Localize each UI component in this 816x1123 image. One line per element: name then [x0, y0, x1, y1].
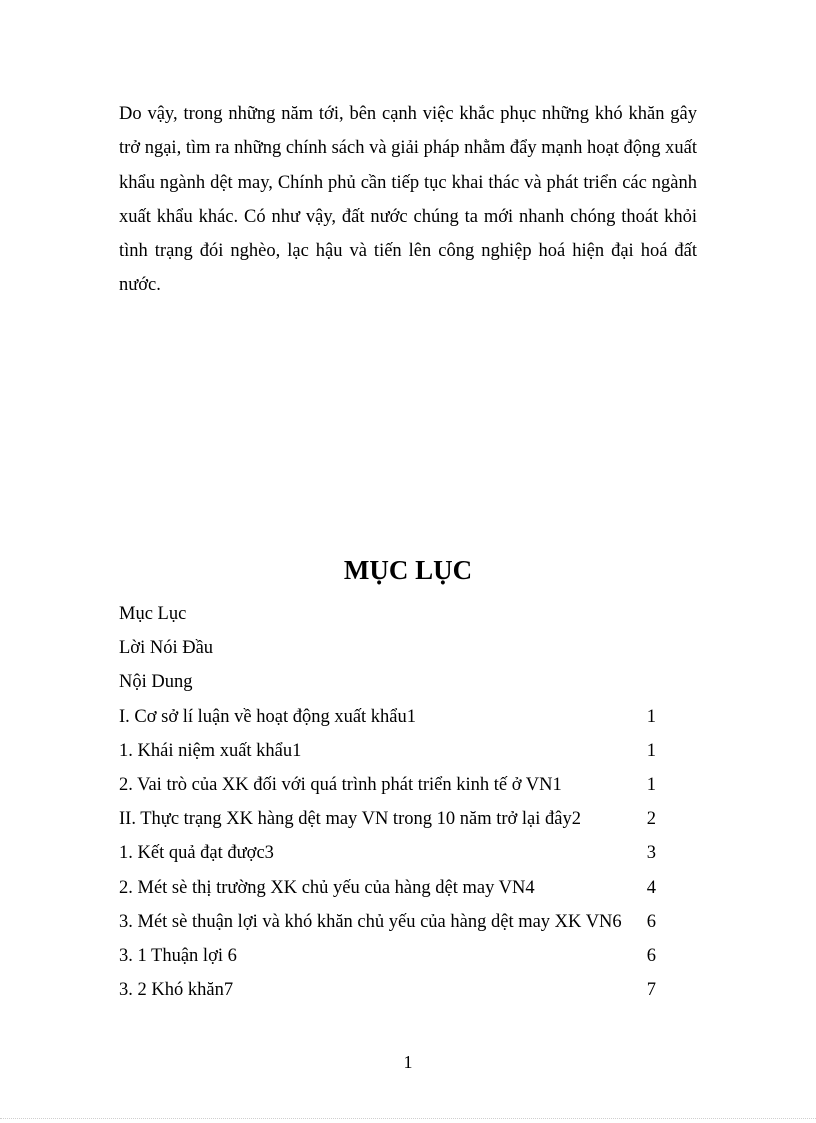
toc-item: [119, 802, 659, 836]
toc-item-text: 2. Mét sè thị trường XK chủ yếu của hàng dệt may VN4: [119, 877, 535, 898]
toc-item-text: 1. Kết quả đạt được3: [119, 843, 274, 864]
toc-item-text: 3. 1 Thuận lợi 6: [119, 945, 237, 966]
toc-item-page: 7: [646, 980, 656, 1001]
table-of-contents: [119, 597, 659, 1007]
toc-item-page: 6: [646, 911, 656, 932]
intro-section: [119, 97, 697, 303]
toc-item: [119, 700, 659, 734]
toc-item-text: 2. Vai trò của XK đối với quá trình phát triển kinh tế ở VN1: [119, 774, 562, 795]
toc-item-page: 4: [646, 877, 656, 898]
toc-item-text: II. Thực trạng XK hàng dệt may VN trong 10 năm trở lại đây2: [119, 809, 581, 830]
toc-item-text: 3. Mét sè thuận lợi và khó khăn chủ yếu của hàng dệt may XK VN6: [119, 911, 622, 932]
toc-item-page: 6: [646, 945, 656, 966]
toc-item-page: 1: [646, 774, 656, 795]
page-bottom-border: [0, 1118, 816, 1119]
toc-item-text: I. Cơ sở lí luận về hoạt động xuất khẩu1: [119, 706, 417, 727]
toc-item: [119, 905, 659, 939]
toc-item: [119, 939, 659, 973]
toc-item-text: Mục Lục: [119, 604, 187, 624]
toc-item-text: 1. Khái niệm xuất khẩu1: [119, 740, 302, 761]
toc-item-text: Lời Nói Đầu: [119, 638, 214, 659]
toc-item: [119, 631, 659, 665]
toc-title: MỤC LỤC: [343, 555, 473, 585]
toc-item: [119, 768, 659, 802]
toc-item: [119, 734, 659, 768]
toc-item: [119, 665, 659, 699]
page-number: 1: [403, 1052, 413, 1072]
intro-paragraph: Do vậy, trong những năm tới, bên cạnh việc khắc phục những khó khăn gây trở ngại, tìm ra những chính sách và giải pháp nhằm đẩy mạnh hoạt động xuất khẩu ngành dệt may, Chính phủ cần tiếp tục khai thác và phát triển các ngành xuất khẩu khác. Có như vậy, đất nước chúng ta mới nhanh chóng thoát khỏi tình trạng đói nghèo, lạc hậu và tiến lên công nghiệp hoá hiện đại hoá đất nước.: [119, 104, 697, 296]
toc-item-page: 2: [646, 809, 656, 830]
toc-item-text: Nội Dung: [119, 672, 193, 693]
toc-item: [119, 973, 659, 1007]
toc-item-page: 1: [646, 740, 656, 761]
toc-item: [119, 836, 659, 870]
toc-item: [119, 871, 659, 905]
toc-item-page: 3: [646, 843, 656, 864]
toc-item-text: 3. 2 Khó khăn7: [119, 980, 234, 1001]
toc-item-page: 1: [646, 706, 656, 727]
toc-item: [119, 597, 659, 631]
